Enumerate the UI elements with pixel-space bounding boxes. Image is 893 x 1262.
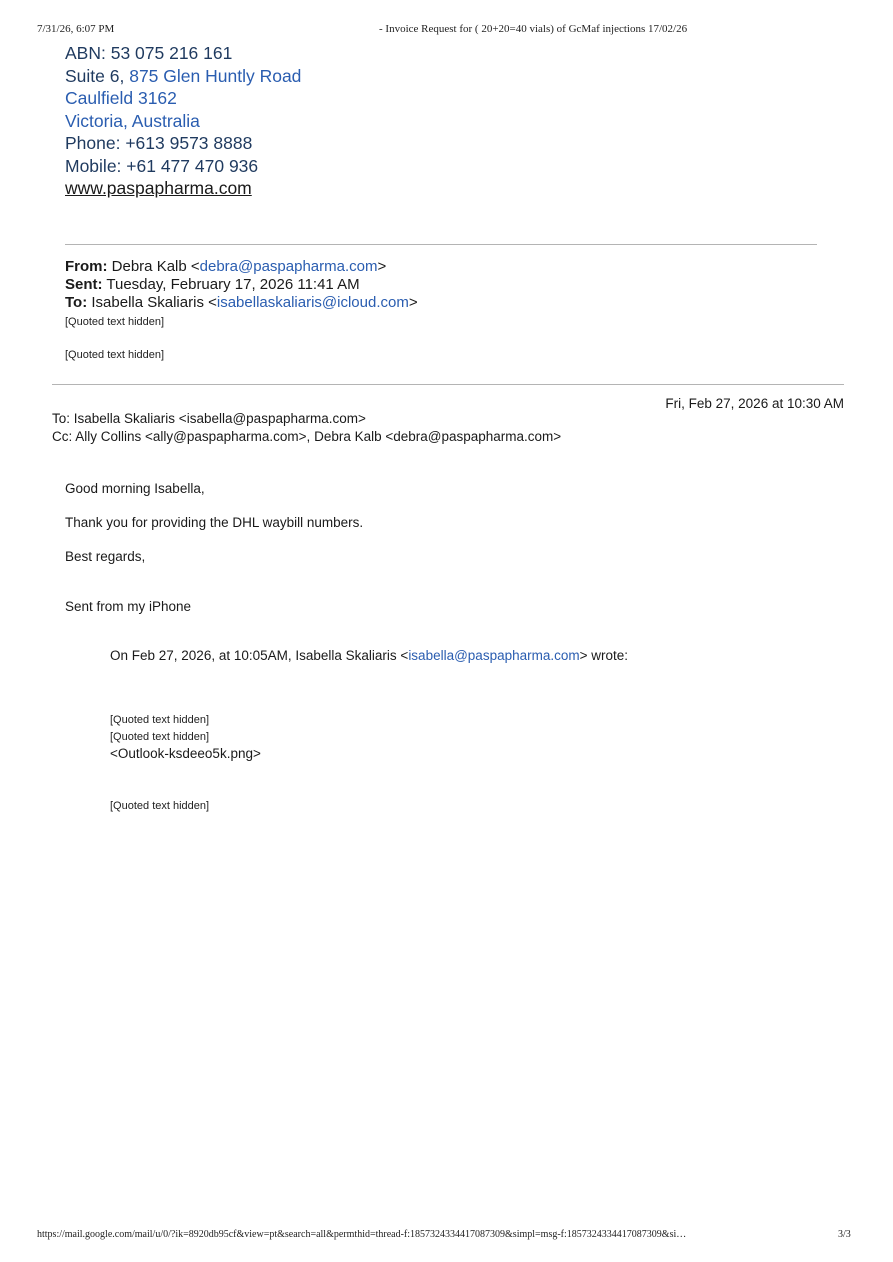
quote-intro-prefix: On Feb 27, 2026, at 10:05AM, Isabella Skaliaris < bbox=[110, 648, 409, 663]
fwd-to-name: Isabella Skaliaris < bbox=[87, 294, 217, 311]
fwd-from-label: From: bbox=[65, 258, 108, 275]
fwd-to bbox=[65, 294, 418, 313]
quote-intro bbox=[110, 648, 628, 663]
state: Victoria, Australia bbox=[65, 110, 200, 131]
fwd-from bbox=[65, 258, 386, 277]
quoted-text-hidden[interactable]: [Quoted text hidden] bbox=[110, 800, 210, 812]
divider bbox=[52, 384, 844, 385]
address-link[interactable]: 875 Glen Huntly Road bbox=[129, 65, 302, 86]
footer-url: https://mail.google.com/mail/u/0/?ik=8920db95cf&view=pt&search=all&permthid=thread-f:1857324334417087309&simpl=msg-f:1857324334417087309&si… bbox=[37, 1229, 687, 1240]
address-prefix: Suite 6, bbox=[65, 65, 130, 86]
signature-block bbox=[65, 42, 301, 200]
print-datetime: 7/31/26, 6:07 PM bbox=[37, 23, 115, 35]
attachment-name: <Outlook-ksdeeo5k.png> bbox=[110, 746, 261, 761]
address-line bbox=[65, 65, 301, 88]
print-title: - Invoice Request for ( 20+20=40 vials) of GcMaf injections 17/02/26 bbox=[379, 23, 688, 35]
closing: Best regards, bbox=[65, 549, 146, 564]
quote-intro-suffix: > wrote: bbox=[579, 648, 629, 663]
fwd-to-email[interactable]: isabellaskaliaris@icloud.com bbox=[216, 294, 409, 311]
fwd-from-email[interactable]: debra@paspapharma.com bbox=[199, 258, 378, 275]
phone: Phone: +613 9573 8888 bbox=[65, 133, 253, 153]
website-link[interactable]: www.paspapharma.com bbox=[65, 178, 252, 198]
city: Caulfield 3162 bbox=[65, 88, 177, 108]
fwd-from-close: > bbox=[377, 258, 387, 275]
mobile: Mobile: +61 477 470 936 bbox=[65, 155, 259, 176]
sent-from: Sent from my iPhone bbox=[65, 599, 192, 614]
quoted-text-hidden[interactable]: [Quoted text hidden] bbox=[110, 731, 210, 743]
quoted-text-hidden[interactable]: [Quoted text hidden] bbox=[65, 349, 165, 361]
page-number: 3/3 bbox=[838, 1229, 851, 1240]
abn: ABN: 53 075 216 161 bbox=[65, 43, 233, 63]
quoted-text-hidden[interactable]: [Quoted text hidden] bbox=[65, 316, 165, 328]
fwd-from-name: Debra Kalb < bbox=[107, 258, 200, 275]
greeting: Good morning Isabella, bbox=[65, 481, 205, 496]
quoted-text-hidden[interactable]: [Quoted text hidden] bbox=[110, 714, 210, 726]
fwd-to-label: To: bbox=[65, 294, 88, 311]
message-to: To: Isabella Skaliaris <isabella@paspapharma.com> bbox=[52, 411, 366, 426]
quote-intro-email[interactable]: isabella@paspapharma.com bbox=[408, 648, 580, 663]
divider bbox=[65, 244, 817, 245]
fwd-sent bbox=[65, 276, 360, 295]
fwd-to-close: > bbox=[408, 294, 418, 311]
fwd-sent-value: Tuesday, February 17, 2026 11:41 AM bbox=[102, 276, 360, 293]
message-date: Fri, Feb 27, 2026 at 10:30 AM bbox=[665, 396, 844, 411]
message-cc: Cc: Ally Collins <ally@paspapharma.com>, Debra Kalb <debra@paspapharma.com> bbox=[52, 429, 562, 444]
body-line: Thank you for providing the DHL waybill numbers. bbox=[65, 515, 364, 530]
fwd-sent-label: Sent: bbox=[65, 276, 103, 293]
